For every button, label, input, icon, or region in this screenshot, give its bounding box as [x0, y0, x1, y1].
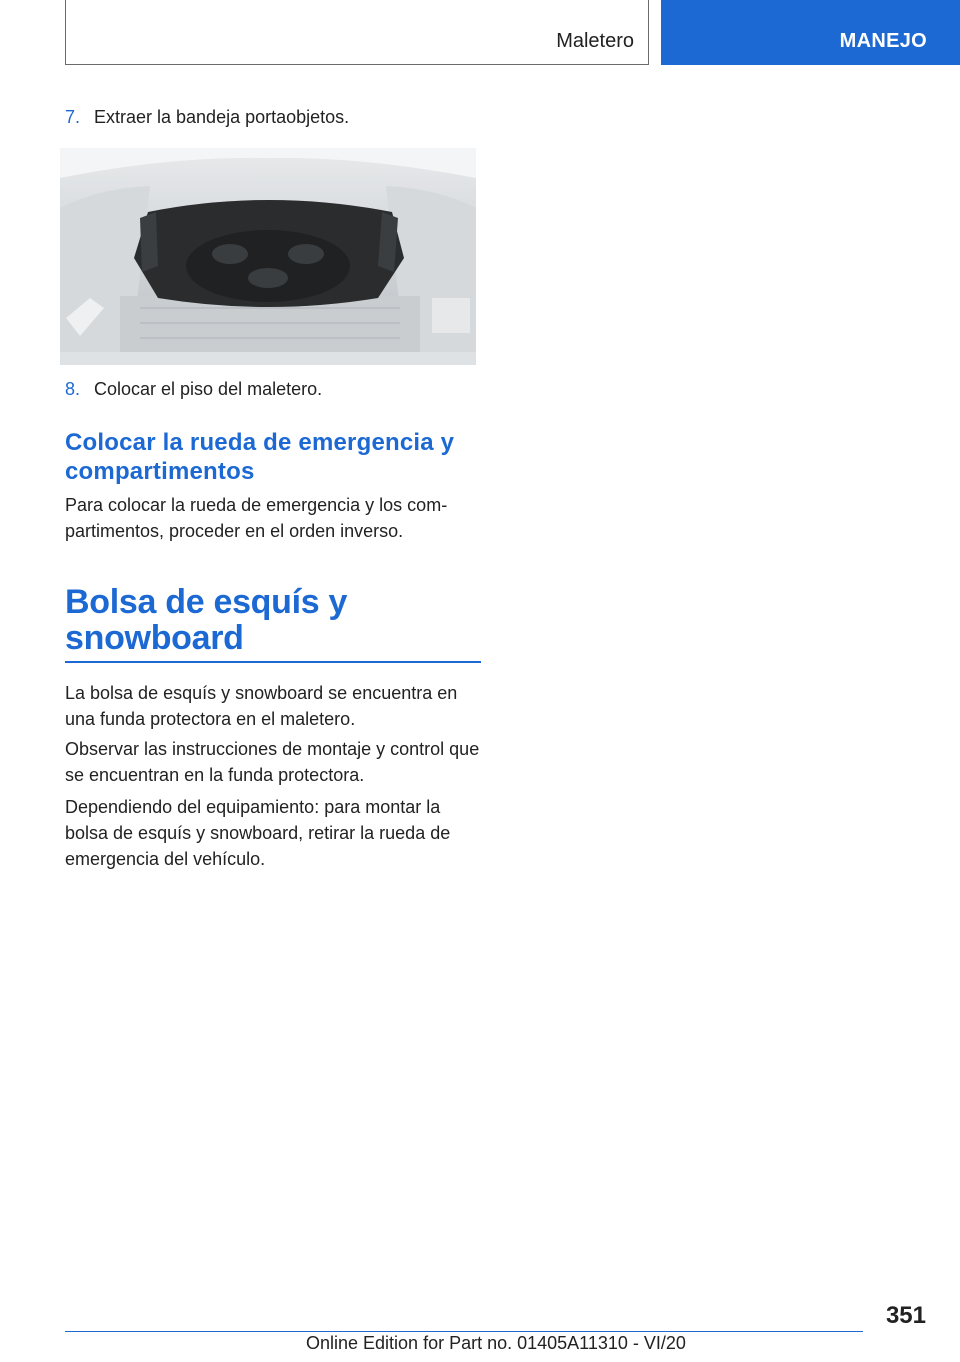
- subsection-title: Colocar la rueda de emergencia y compartimentos: [65, 429, 455, 485]
- step-number: 7.: [65, 107, 81, 127]
- header-chapter-tab[interactable]: [661, 0, 960, 65]
- list-item-step-7: [65, 104, 349, 130]
- footer-rule: [65, 1331, 863, 1332]
- header-chapter-label: MANEJO: [839, 30, 927, 52]
- footer-edition-text: Online Edition for Part no. 01405A11310 - VI/20: [306, 1333, 686, 1353]
- trunk-photo: [60, 148, 476, 365]
- section-paragraph-2: Observar las instrucciones de montaje y control que se encuentran en la funda protectora.: [65, 739, 480, 785]
- header-section-box: [65, 0, 649, 65]
- step-text: Extraer la bandeja portaobjetos.: [94, 107, 350, 127]
- page-number: 351: [885, 1302, 926, 1329]
- header-section-label: Maletero: [556, 30, 634, 52]
- section-paragraph-1: La bolsa de esquís y snowboard se encuentra en una funda protectora en el maletero.: [65, 683, 458, 729]
- step-number: 8.: [65, 379, 81, 399]
- section-paragraph-3: Dependiendo del equipamiento: para montar la bolsa de esquís y snowboard, retirar la rueda de emergencia del vehículo.: [65, 797, 451, 869]
- trunk-illustration: [60, 148, 476, 365]
- list-item-step-8: [65, 376, 322, 402]
- section-title: Bolsa de esquís y snowboard: [65, 583, 348, 657]
- step-text: Colocar el piso del maletero.: [94, 379, 323, 399]
- section-title-rule: [65, 661, 481, 663]
- subsection-paragraph: Para colocar la rueda de emergencia y los com‐ partimentos, proceder en el orden inverso.: [65, 495, 448, 541]
